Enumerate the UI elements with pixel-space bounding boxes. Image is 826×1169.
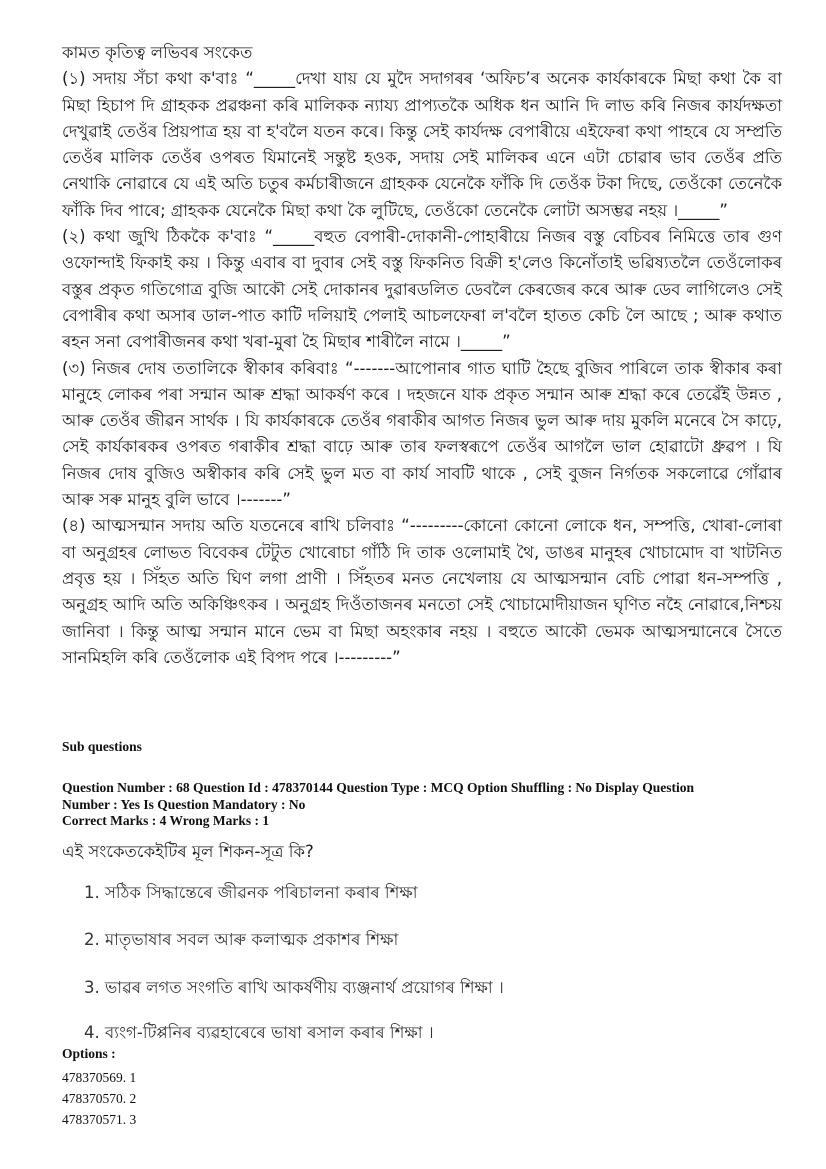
choice-item-2: 2. মাতৃভাষাৰ সবল আৰু কলাত্মক প্ৰকাশৰ শিক্ষা bbox=[84, 930, 399, 949]
option-id-list bbox=[62, 1067, 136, 1130]
option-id-3: 478370571. 3 bbox=[62, 1112, 137, 1127]
passage-paragraph-4: (৪) আত্মসন্মান সদায় অতি যতনেৰে ৰাখি চলিবাঃ “---------কোনো কোনো লোকে ধন, সম্পত্তি, খোৰা-লোৰা বা অনুগ্ৰহৰ লোভত বিবেকৰ টেটুত খোৰোচা গাঁঠি দি তাক ওলোমাই থৈ, ডাঙৰ মানুহৰ খোচামোদ বা খাটনিত প্ৰবৃত্ত হয় । সিঁহত অতি ঘিণ লগা প্ৰাণী । সিঁহতৰ মনত নেখেলায় যে আত্মসন্মান বেচি পোৱা ধন-সম্পত্তি , অনুগ্ৰহ আদি অতি অকিঞ্চিৎকৰ । অনুগ্ৰহ দিওঁতাজনৰ মনতো সেই খোচামোদীয়াজন ঘৃণিত নহৈ নোৱাৰে,নিশ্চয় জানিবা । কিন্তু আত্ম সন্মান মানে ভেম বা মিছা অহংকাৰ নহয় । বহুতে আকৌ ভেমক আত্মসন্মানেৰে সৈতে সানমিহলি কৰি তেওঁলোক এই বিপদ পৰে ।---------” bbox=[62, 516, 782, 667]
option-id-1: 478370569. 1 bbox=[62, 1070, 137, 1085]
question-info-line-3: Correct Marks : 4 Wrong Marks : 1 bbox=[62, 813, 270, 828]
passage-title: কামত কৃতিত্ব লভিবৰ সংকেত bbox=[62, 43, 253, 62]
question-info-line-1: Question Number : 68 Question Id : 478370144 Question Type : MCQ Option Shuffling : No Display Question bbox=[62, 780, 694, 795]
question-info bbox=[62, 780, 792, 830]
passage-paragraph-2: (২) কথা জুখি ঠিককৈ ক'বাঃ “_____বহুত বেপাৰী-দোকানী-পোহাৰীয়ে নিজৰ বস্তু বেচিবৰ নিমিত্তে তাৰ গুণ ওফোন্দাই ফিকাই কয় । কিন্তু এবাৰ বা দুবাৰ সেই বস্তু ফিকনিত বিক্ৰী হ'লেও কিনোঁতাই ভৱিষ্যতলৈ তেওঁলোকৰ বস্তুৰ প্ৰকৃত গতিগোত্ৰ বুজি আকৌ সেই দোকানৰ দুৱাৰডলিত ডেবলৈ কেৰজেৰ কৰে আৰু ডেব লাগিলেও সেই বেপাৰীৰ কথা অসাৰ ডাল-পাত কাটি দলিয়াই পেলাই আচলফেৰা ল'বলৈ হাতত কেচি লৈ আছে ; আৰু কথাত ৰহন সনা বেপাৰীজনৰ কথা খৰা-মুৰা হৈ মিছাৰ শাৰীলৈ নামে ।_____” bbox=[62, 227, 782, 352]
option-id-2: 478370570. 2 bbox=[62, 1091, 137, 1106]
choice-item-1: 1. সঠিক সিদ্ধান্তেৰে জীৱনক পৰিচালনা কৰাৰ শিক্ষা bbox=[84, 883, 418, 902]
passage-paragraph-1: (১) সদায় সঁচা কথা ক'বাঃ “_____দেখা যায় যে মুদৈ সদাগৰৰ ‘অফিচ’ৰ অনেক কাৰ্যকাৰকে মিছা কথা কৈ বা মিছা হিচাপ দি গ্ৰাহকক প্ৰৱঞ্চনা কৰি মালিকক ন্যায্য প্ৰাপ্যতকৈ অধিক ধন আনি দি লাভ কৰি নিজৰ কাৰ্যদক্ষতা দেখুৱাই তেওঁৰ প্ৰিয়পাত্ৰ হয় বা হ'বলৈ যতন কৰে। কিন্তু সেই কাৰ্যদক্ষ বেপাৰীয়ে এইফেৰা কথা পাহৰে যে সম্প্ৰতি তেওঁৰ মালিক তেওঁৰ ওপৰত যিমানেই সন্তুষ্ট হওক, সদায় সেই মালিকৰ এনে এটা চোৱাৰ ভাব তেওঁৰ প্ৰতি নেথাকি নোৱাৰে যে এই অতি চতুৰ কৰ্মচাৰীজনে গ্ৰাহকক যেনেকৈ ফাঁকি দি তেওঁক টকা দিছে, তেওঁকো তেনেকৈ ফাঁকি দিব পাৰে; গ্ৰাহকক যেনেকৈ মিছা কথা কৈ লুটিছে, তেওঁকো তেনেকৈ লোটা অসম্ভৱ নহয় ।_____” bbox=[62, 69, 782, 220]
options-label: Options : bbox=[62, 1046, 116, 1061]
choice-item-3: 3. ভাৱৰ লগত সংগতি ৰাখি আকৰ্ষণীয় ব্যঞ্জনাৰ্থ প্ৰয়োগৰ শিক্ষা । bbox=[84, 978, 504, 997]
question-info-line-2: Number : Yes Is Question Mandatory : No bbox=[62, 796, 306, 812]
question-text: এই সংকেতকেইটিৰ মূল শিকন-সূত্ৰ কি? bbox=[62, 842, 314, 861]
passage bbox=[62, 40, 782, 671]
passage-paragraph-3: (৩) নিজৰ দোষ ততালিকে স্বীকাৰ কৰিবাঃ “-------আপোনাৰ গাত ঘাটি হৈছে বুজিব পাৰিলে তাক স্বীকাৰ কৰা মানুহে লোকৰ পৰা সন্মান আৰু শ্ৰদ্ধা আকৰ্ষণ কৰে । দহজনে যাক প্ৰকৃত সন্মান আৰু শ্ৰদ্ধা কৰে তেৱেঁই উন্নত , আৰু তেওঁৰ জীৱন সাৰ্থক । যি কাৰ্যকাৰকে তেওঁৰ গৰাকীৰ আগত নিজৰ ভুল আৰু দায় মুকলি মনেৰে সৈ কাঢ়ে, সেই কাৰ্যকাৰকৰ ওপৰত গৰাকীৰ শ্ৰদ্ধা বাঢ়ে আৰু তাৰ ফলস্বৰূপে তেওঁৰ আগলৈ ভাল হোৱাটো ধ্ৰুৱপ । যি নিজৰ দোষ বুজিও অস্বীকাৰ কৰি সেই ভুল মত বা কাৰ্য সাবটি থাকে , সেই বুজন নিৰ্গতক সকলোৱে গোঁৱাৰ আৰু সৰু মানুহ বুলি ভাবে ।-------” bbox=[62, 358, 782, 510]
sub-questions-label: Sub questions bbox=[62, 739, 142, 754]
choice-item-4: 4. ব্যংগ-টিপ্পনিৰ ব্যৱহাৰেৰে ভাষা ৰসাল কৰাৰ শিক্ষা । bbox=[84, 1023, 434, 1042]
